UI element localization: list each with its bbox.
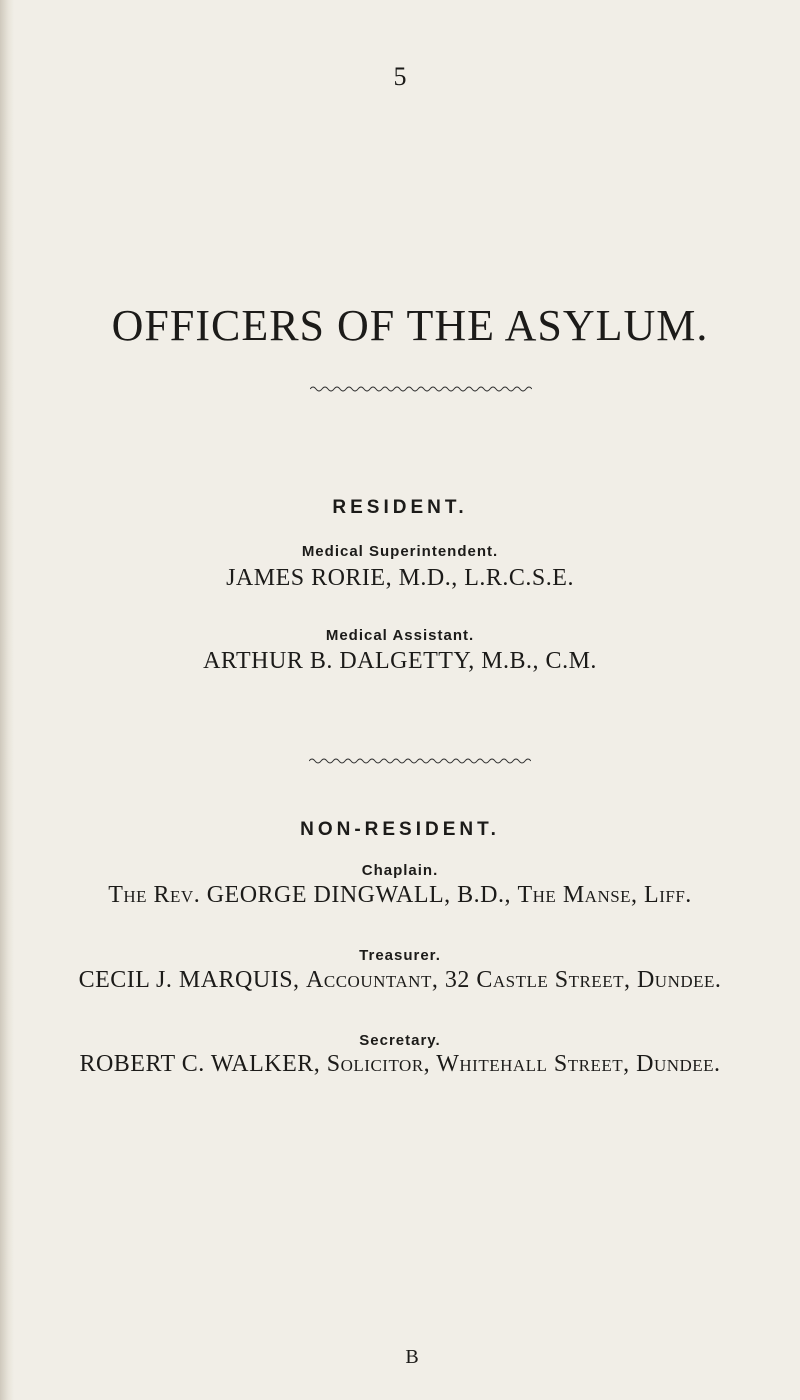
decorative-rule-top: [310, 384, 532, 394]
resident-heading: RESIDENT.: [332, 497, 468, 518]
page-title: OFFICERS OF THE ASYLUM.: [111, 301, 709, 350]
treasurer-entry: [0, 967, 800, 994]
chaplain-entry: [0, 882, 800, 909]
signature-mark: B: [405, 1346, 419, 1368]
chaplain-prefix: The Rev.: [108, 882, 201, 908]
non-resident-heading: NON-RESIDENT.: [300, 819, 500, 840]
treasurer-role: Treasurer.: [359, 947, 441, 964]
secretary-name: ROBERT C. WALKER,: [79, 1051, 321, 1077]
page-number: 5: [393, 62, 407, 91]
decorative-rule-middle: [309, 756, 531, 766]
treasurer-name: CECIL J. MARQUIS,: [78, 967, 300, 993]
secretary-role: Secretary.: [359, 1032, 441, 1049]
secretary-entry: [0, 1051, 800, 1078]
treasurer-address: Accountant, 32 Castle Street, Dundee.: [306, 967, 722, 993]
chaplain-name: GEORGE DINGWALL, B.D.,: [206, 882, 511, 908]
medical-assistant-role: Medical Assistant.: [325, 627, 475, 644]
medical-assistant-name: ARTHUR B. DALGETTY, M.B., C.M.: [203, 648, 597, 674]
page-spine-shadow: [0, 0, 14, 1400]
chaplain-address: The Manse, Liff.: [517, 882, 692, 908]
secretary-address: Solicitor, Whitehall Street, Dundee.: [326, 1051, 721, 1077]
medical-superintendent-role: Medical Superintendent.: [301, 543, 499, 560]
medical-superintendent-name: JAMES RORIE, M.D., L.R.C.S.E.: [226, 565, 574, 591]
chaplain-role: Chaplain.: [361, 862, 439, 879]
